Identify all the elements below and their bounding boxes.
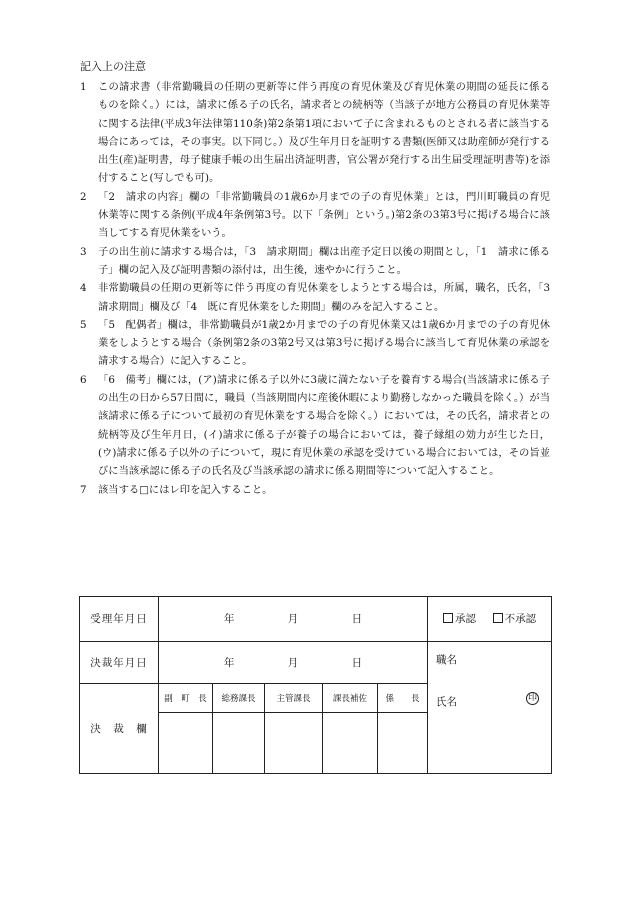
note-text: 「2 請求の内容」欄の「非常勤職員の1歳6か月までの子の育児休業」とは，門川町職員の育児休業等に関する条例(平成4年条例第3号。以下「条例」という。)第2条の3第3号に掲げる場合に該当してする育児休業をいう。: [98, 190, 550, 240]
note-number: 1: [80, 81, 87, 93]
decision-date-field[interactable]: [159, 641, 428, 683]
stamp-box-deputy-mayor[interactable]: [159, 712, 213, 774]
notes-heading: 記入上の注意: [80, 60, 146, 73]
note-text: 「6 備考」欄には，(ア)請求に係る子以外に3歳に満たない子を養育する場合(当該請求に係る子の出生の日から57日間に，職員（当該期間内に産後休暇により勤務しなかった職員を除く。）が当該請求に係る子について最初の育児休業をする場合を除く。）においては，その氏名，請求者との続柄等及び生年月日，(イ)請求に係る子が養子の場合においては，養子縁組の効力が生じた日，(ウ)請求に係る子以外の子について，現に育児休業の承認を受けている場合においては，その旨並びに当該承認に係る子の氏名及び当該承認の請求に係る期間等について記入すること。: [98, 373, 550, 478]
note-number: 5: [80, 318, 87, 331]
note-number: 2: [80, 190, 87, 203]
note-text: この請求書（非常勤職員の任期の更新等に伴う再度の育児休業及び育児休業の期間の延長に係るものを除く。）には，請求に係る子の氏名，請求者との続柄等（当該子が地方公務員の育児休業等に関する法律(平成3年法律第110条)第2条第1項において子に含まれるものとされる者に該当する場合にあっては，その事実。以下同じ。）及び生年月日を証明する書類(医師又は助産師が発行する出生(産)証明書，母子健康手帳の出生届出済証明書，官公署が発行する出生届受理証明書等)を添付すること(写しでも可)。: [98, 81, 550, 185]
notes-list: [80, 78, 561, 499]
note-number: 7: [80, 483, 87, 496]
approve-checkbox[interactable]: [443, 613, 453, 623]
role-department-chief: 主管課長: [265, 683, 323, 712]
note-text: 子の出生前に請求する場合は，「3 請求期間」欄は出産予定日以後の期間とし，「1 請求に係る子」欄の記入及び証明書類の添付は，出生後，速やかに行うこと。: [98, 245, 550, 276]
stamp-box-section-chief[interactable]: [378, 712, 428, 774]
seal-mark: 印: [528, 692, 538, 703]
note-item: [80, 316, 550, 371]
approval-choice-cell: [428, 597, 552, 642]
decision-date-label: 決裁年月日: [80, 641, 159, 683]
reject-checkbox[interactable]: [493, 613, 503, 623]
stamp-box-assistant-chief[interactable]: [323, 712, 378, 774]
note-item: [80, 481, 550, 499]
stamp-box-department-chief[interactable]: [265, 712, 323, 774]
position-label: 職名: [436, 653, 458, 666]
note-item: [80, 243, 550, 280]
month-label: 月: [287, 613, 299, 626]
note-text: 該当する□にはレ印を記入すること。: [98, 483, 273, 496]
role-deputy-mayor: 副 町 長: [159, 683, 213, 712]
note-item: [80, 78, 550, 188]
note-item: [80, 279, 561, 316]
role-assistant-chief: 課長補佐: [323, 683, 378, 712]
day-label: 日: [351, 656, 363, 669]
note-text: 「5 配偶者」欄は，非常勤職員が1歳2か月までの子の育児休業又は1歳6か月までの子の育児休業をしようとする場合（条例第2条の3第2号又は第3号に掲げる場合に該当して育児休業の承認を請求する場合）に記入すること。: [98, 318, 550, 368]
approval-form-table: [79, 596, 552, 774]
note-item: [80, 188, 550, 243]
received-date-label: 受理年月日: [80, 597, 159, 642]
note-number: 6: [80, 373, 87, 386]
reject-label: 不承認: [504, 613, 537, 626]
approve-label: 承認: [454, 613, 476, 626]
note-number: 4: [80, 282, 87, 295]
note-item: [80, 371, 550, 481]
role-general-affairs-chief: 総務課長: [213, 683, 265, 712]
note-number: 3: [80, 245, 87, 258]
approval-column-label: 決 裁 欄: [80, 683, 159, 773]
received-date-field[interactable]: [159, 597, 428, 642]
note-text: 非常勤職員の任期の更新等に伴う再度の育児休業をしようとする場合は，所属，職名，氏名，「3 請求期間」欄及び「4 既に育児休業をした期間」欄のみを記入すること。: [98, 282, 561, 313]
stamp-box-general-affairs-chief[interactable]: [213, 712, 265, 774]
approver-info-cell: [428, 641, 552, 774]
name-label: 氏名: [436, 695, 458, 708]
role-section-chief: 係 長: [378, 683, 428, 712]
year-label: 年: [223, 613, 235, 626]
day-label: 日: [351, 613, 363, 626]
year-label: 年: [223, 656, 235, 669]
month-label: 月: [287, 656, 299, 669]
